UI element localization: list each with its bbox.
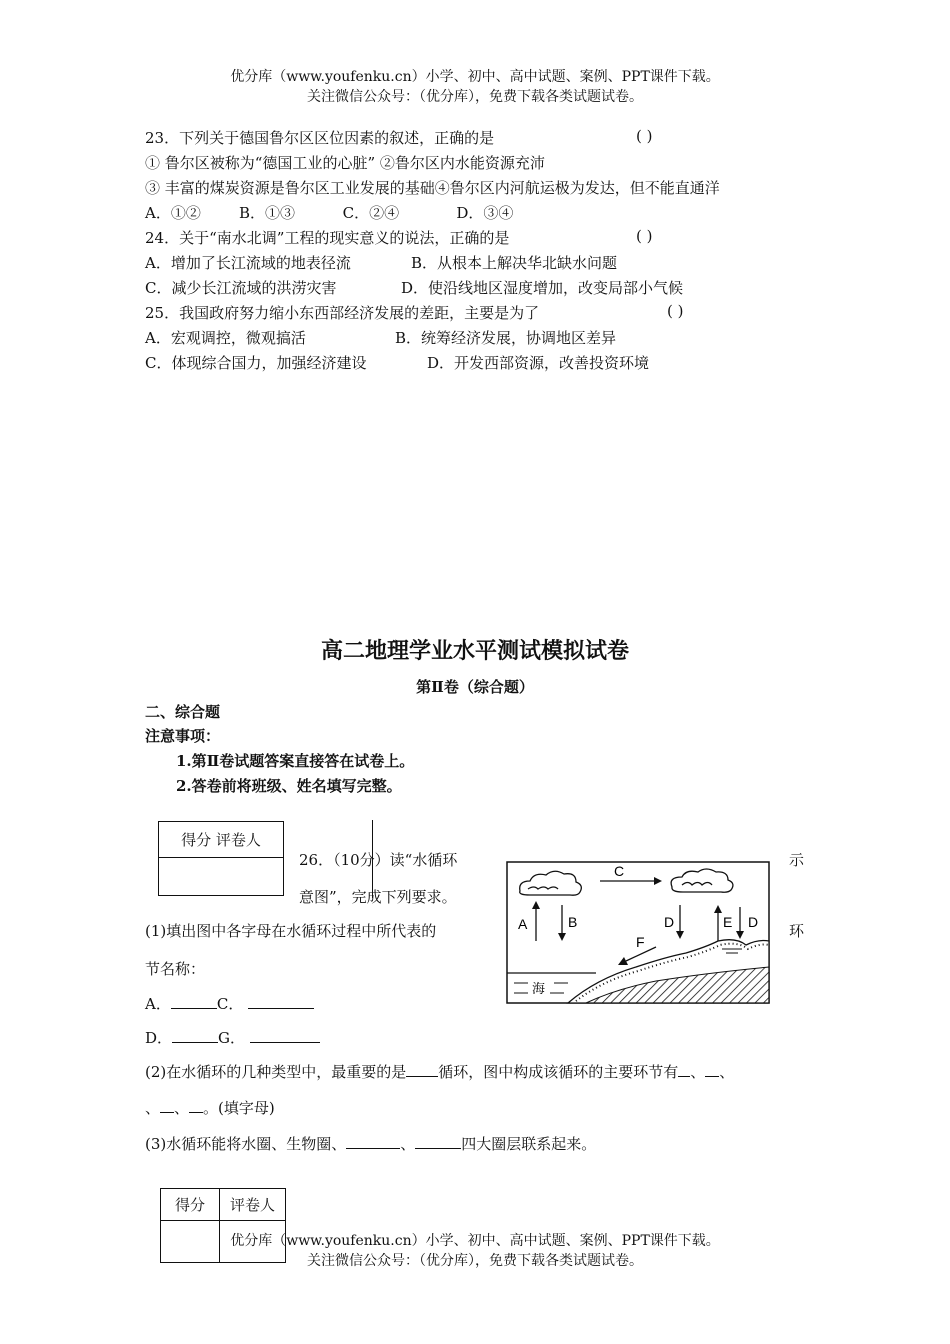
sep-5: 、 <box>400 1135 416 1153</box>
label-f: F <box>636 934 645 950</box>
q26-part-1-tail: 环 <box>789 922 805 940</box>
q26-part-3-text-a: (3)水循环能将水圈、生物圈、 <box>145 1135 347 1153</box>
fill-blank-step-4[interactable] <box>189 1098 203 1113</box>
q24-answer-paren: ( ) <box>636 227 653 245</box>
label-d-1: D <box>664 914 675 930</box>
fill-blank-d[interactable] <box>172 1028 218 1043</box>
score-label: 得分 <box>181 831 212 849</box>
header-line-1: 优分库（www.youfenku.cn）小学、初中、高中试题、案例、PPT课件下载。 <box>230 69 720 85</box>
q26-part-2 <box>145 1061 734 1082</box>
sep-3: 、 <box>145 1099 161 1117</box>
q26-fill-row-2 <box>145 1027 320 1048</box>
q23-statement-1: ① 鲁尔区被称为“德国工业的心脏” ②鲁尔区内水能资源充沛 <box>145 154 545 172</box>
q23-statement-2: ③ 丰富的煤炭资源是鲁尔区工业发展的基础④鲁尔区内河航运极为发达，但不能直通洋 <box>145 179 720 197</box>
fill-label-a: A． <box>145 995 171 1013</box>
q26-fill-row-1 <box>145 993 314 1014</box>
q25-option-a: A．宏观调控，微观搞活 <box>145 329 306 347</box>
score-box-2-grader-label: 评卷人 <box>220 1189 286 1221</box>
q26-part-3 <box>145 1133 596 1154</box>
footer-line-2: 关注微信公众号：（优分库），免费下载各类试题试卷。 <box>307 1253 643 1269</box>
exam-subtitle: 第Ⅱ卷（综合题） <box>416 678 534 696</box>
sep-2: 、 <box>719 1063 735 1081</box>
label-sea: 海 <box>532 982 546 997</box>
q25-option-d: D．开发西部资源，改善投资环境 <box>427 354 650 372</box>
q24-option-a: A．增加了长江流域的地表径流 <box>145 254 351 272</box>
q26-part-3-text-b: 四大圈层联系起来。 <box>461 1135 597 1153</box>
fill-blank-step-1[interactable] <box>678 1062 690 1077</box>
fill-blank-step-3[interactable] <box>160 1098 174 1113</box>
q26-line-1-tail: 示 <box>789 851 805 869</box>
q23-answer-paren: ( ) <box>636 127 653 145</box>
label-b: B <box>568 914 578 930</box>
q25-option-b: B．统筹经济发展，协调地区差异 <box>395 329 617 347</box>
q23-stem: 23．下列关于德国鲁尔区区位因素的叙述，正确的是 <box>145 129 495 147</box>
fill-blank-sphere-1[interactable] <box>346 1134 400 1149</box>
q26-part-1-cont: 节名称： <box>145 960 206 978</box>
q26-line-2: 意图”，完成下列要求。 <box>299 888 457 906</box>
q25-stem: 25．我国政府努力缩小东西部经济发展的差距，主要是为了 <box>145 304 540 322</box>
fill-blank-g[interactable] <box>250 1028 320 1043</box>
q24-stem: 24．关于“南水北调”工程的现实意义的说法，正确的是 <box>145 229 510 247</box>
sep-1: 、 <box>690 1063 706 1081</box>
q26-line-1: 26．（10分）读“水循环 <box>299 851 458 869</box>
q26-part-2-text-b: 循环，图中构成该循环的主要环节有 <box>438 1063 679 1081</box>
q23-options: A．①② B．①③ C．②④ D．③④ <box>145 204 514 222</box>
sep-4: 、 <box>174 1099 190 1117</box>
q25-answer-paren: ( ) <box>667 302 684 320</box>
notice-item-1: 1.第Ⅱ卷试题答案直接答在试卷上。 <box>176 752 415 770</box>
section-heading: 二、综合题 <box>145 703 221 721</box>
q25-option-c: C．体现综合国力，加强经济建设 <box>145 354 367 372</box>
header-line-2: 关注微信公众号：（优分库），免费下载各类试题试卷。 <box>307 89 643 105</box>
fill-label-c: C． <box>216 995 244 1013</box>
q26-part-1: (1)填出图中各字母在水循环过程中所代表的 <box>145 922 437 940</box>
q24-option-c: C．减少长江流域的洪涝灾害 <box>145 279 337 297</box>
q26-part-2-end: 。(填字母) <box>203 1099 275 1117</box>
label-e: E <box>723 914 733 930</box>
score-box-2-score-label: 得分 <box>161 1189 220 1221</box>
fill-blank-c[interactable] <box>248 994 314 1009</box>
notice-heading: 注意事项： <box>145 727 221 745</box>
fill-blank-sphere-2[interactable] <box>415 1134 461 1149</box>
label-d-2: D <box>748 914 759 930</box>
fill-label-d: D． <box>145 1029 173 1047</box>
score-box-1-header <box>159 822 284 858</box>
grader-label: 评卷人 <box>215 831 261 849</box>
footer-line-1: 优分库（www.youfenku.cn）小学、初中、高中试题、案例、PPT课件下载。 <box>230 1233 720 1249</box>
q24-option-b: B．从根本上解决华北缺水问题 <box>411 254 618 272</box>
score-box-1 <box>158 821 284 896</box>
q26-part-2-cont <box>145 1097 275 1118</box>
fill-blank-cycle[interactable] <box>406 1062 438 1077</box>
q26-part-2-text-a: (2)在水循环的几种类型中，最重要的是 <box>145 1063 407 1081</box>
label-c: C <box>614 863 625 879</box>
fill-label-g: G． <box>218 1029 246 1047</box>
label-a: A <box>518 916 528 932</box>
q24-option-d: D．使沿线地区湿度增加，改变局部小气候 <box>401 279 684 297</box>
exam-title: 高二地理学业水平测试模拟试卷 <box>320 638 629 664</box>
fill-blank-step-2[interactable] <box>705 1062 719 1077</box>
notice-item-2: 2.答卷前将班级、姓名填写完整。 <box>176 777 402 795</box>
fill-blank-a[interactable] <box>171 994 217 1009</box>
score-box-1-input-cell[interactable] <box>159 858 284 896</box>
water-cycle-diagram <box>506 861 770 1004</box>
